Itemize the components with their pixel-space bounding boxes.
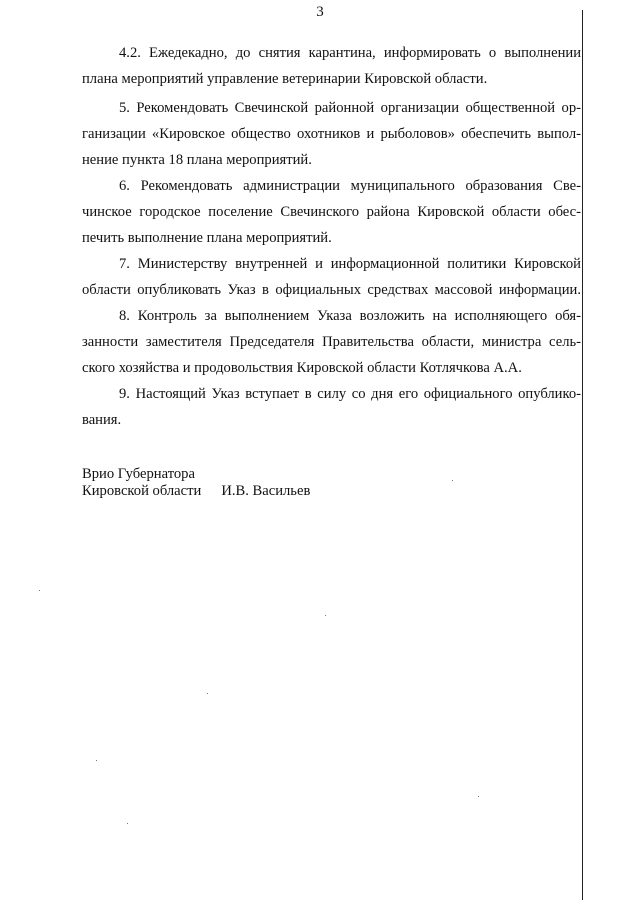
scan-speck: [478, 796, 479, 797]
paragraph-5-line-1: 5. Рекомендовать Свечинской районной организации общественной ор-: [119, 100, 581, 116]
signature-title-line-2-row: [82, 483, 310, 500]
scan-edge-line: [582, 10, 583, 900]
signature-title-line-2: Кировской области: [82, 483, 202, 499]
signature-name: И.В. Васильев: [221, 483, 311, 499]
paragraph-6-line-1: 6. Рекомендовать администрации муниципального образования Све-: [119, 178, 581, 194]
paragraph-5-line-2: ганизации «Кировское общество охотников и рыболовов» обеспечить выпол-: [82, 126, 581, 142]
paragraph-7-line-2: области опубликовать Указ в официальных средствах массовой информации.: [82, 282, 581, 298]
signature-block: [82, 466, 310, 500]
page-number: 3: [316, 4, 324, 20]
paragraph-8-line-2: занности заместителя Председателя Правительства области, министра сель-: [82, 334, 581, 350]
scan-speck: [325, 615, 326, 616]
scan-speck: [452, 480, 453, 481]
paragraph-6-line-2: чинское городское поселение Свечинского района Кировской области обес-: [82, 204, 581, 220]
scan-speck: [96, 760, 97, 761]
paragraph-4-2-line-2: плана мероприятий управление ветеринарии Кировской области.: [82, 71, 488, 87]
paragraph-8-line-1: 8. Контроль за выполнением Указа возложить на исполняющего обя-: [119, 308, 581, 324]
paragraph-5-line-3: нение пункта 18 плана мероприятий.: [82, 152, 312, 168]
scan-speck: [127, 823, 128, 824]
paragraph-6-line-3: печить выполнение плана мероприятий.: [82, 230, 332, 246]
signature-title-line-1: Врио Губернатора: [82, 466, 195, 482]
paragraph-9-line-1: 9. Настоящий Указ вступает в силу со дня его официального опублико-: [119, 386, 581, 402]
paragraph-4-2-line-1: 4.2. Ежедекадно, до снятия карантина, информировать о выполнении: [119, 45, 581, 61]
scan-speck: [207, 693, 208, 694]
scan-speck: [39, 590, 40, 591]
paragraph-8-line-3: ского хозяйства и продовольствия Кировской области Котлячкова А.А.: [82, 360, 522, 376]
paragraph-7-line-1: 7. Министерству внутренней и информационной политики Кировской: [119, 256, 581, 272]
paragraph-9-line-2: вания.: [82, 412, 122, 428]
